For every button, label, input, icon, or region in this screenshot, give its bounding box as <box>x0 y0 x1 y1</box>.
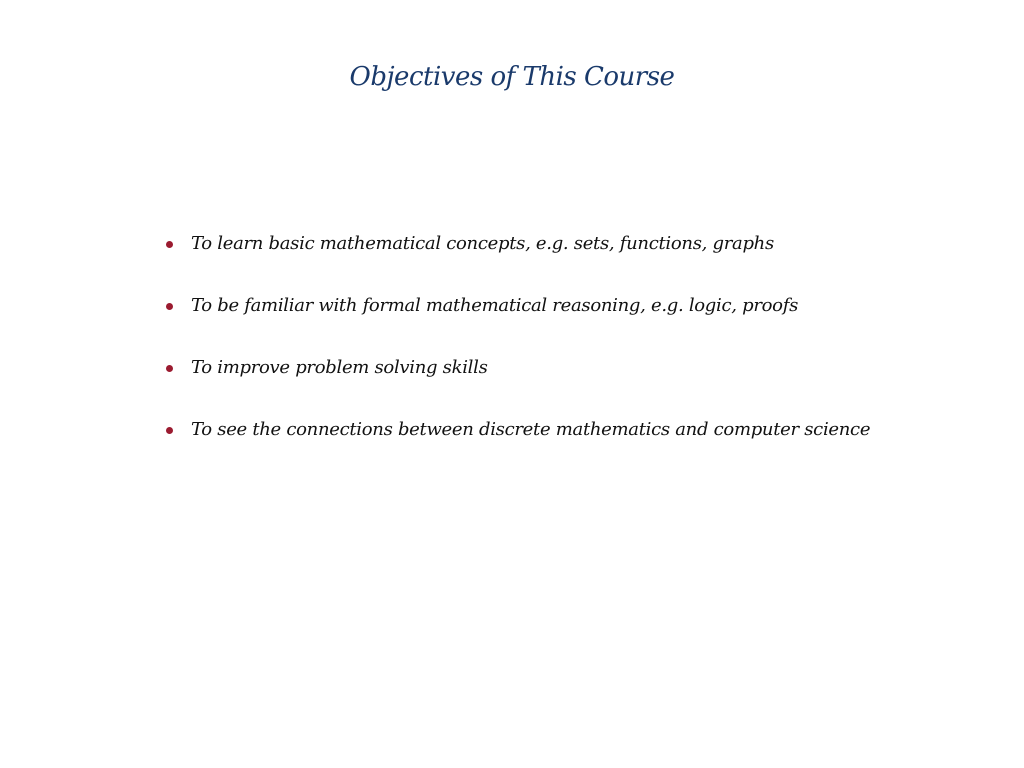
bullet-text: To learn basic mathematical concepts, e.g. sets, functions, graphs <box>191 233 774 254</box>
list-item <box>166 233 870 295</box>
list-item <box>166 295 870 357</box>
list-item <box>166 357 870 419</box>
bullet-icon <box>166 427 173 434</box>
bullet-icon <box>166 303 173 310</box>
bullet-icon <box>166 365 173 372</box>
bullet-icon <box>166 241 173 248</box>
list-item <box>166 419 870 481</box>
slide-title: Objectives of This Course <box>349 62 675 92</box>
bullet-text: To be familiar with formal mathematical reasoning, e.g. logic, proofs <box>191 295 799 316</box>
objectives-list <box>166 233 870 481</box>
bullet-text: To improve problem solving skills <box>191 357 488 378</box>
bullet-text: To see the connections between discrete mathematics and computer science <box>191 419 871 440</box>
